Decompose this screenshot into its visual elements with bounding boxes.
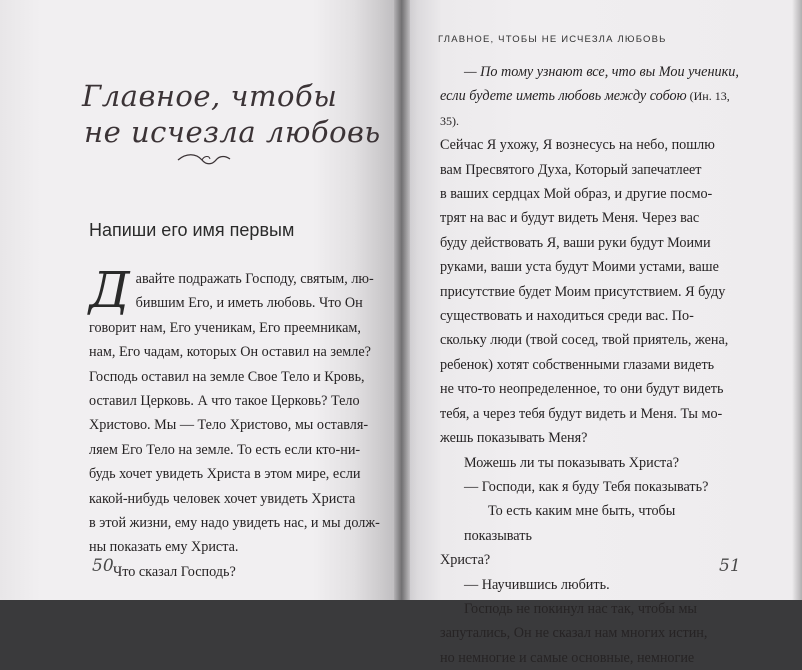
page-number-right: 51 [719,556,741,576]
right-line: тебя, а через тебя будут видеть и Меня. Ты мо- [440,405,723,422]
chapter-title-line-2: не исчезла любовь [84,115,381,149]
left-line: какой-нибудь человек хочет увидеть Христа [89,490,356,507]
right-line: скольку люди (твой сосед, твой приятель, жена, [440,332,729,349]
left-body-text [89,261,391,584]
left-line: в этой жизни, ему надо увидеть нас, и мы долж- [89,515,380,532]
right-paragraph-3: — Господи, как я буду Тебя показывать? [464,478,709,495]
left-line: нам, Его чадам, которых Он оставил на земле? [89,344,371,361]
quote-reference: (Ин. 13, 35). [440,89,730,128]
left-line: бившим Его, и иметь любовь. Что Он [135,295,363,312]
drop-cap: Д [89,261,130,319]
left-page [0,0,402,600]
chapter-title-line-1: Главное, чтобы [82,79,338,113]
right-body-text [440,60,740,670]
right-line: буду действовать Я, ваши руки будут Моими [440,234,711,251]
right-page [402,0,802,666]
left-line: ляем Его Тело на земле. То есть если кто-ни- [89,441,361,458]
right-line: трят на вас и будут видеть Меня. Через вас [440,210,700,227]
book-gutter-shadow [394,0,410,600]
left-paragraph-1 [89,261,391,560]
right-line: но немногие и самые основные, немногие [440,649,695,666]
quote-line-1: — По тому узнают все, что вы Мои ученики, [464,64,739,80]
right-line: руками, ваши уста будут Моими устами, ваше [440,259,719,276]
right-paragraph-4 [440,499,740,572]
right-line: существовать и находиться среди вас. По- [440,308,694,325]
right-line: вам Пресвятого Духа, Который запечатлеет [440,161,702,178]
quote-line-2-wrap [440,84,740,133]
left-line: Господь оставил на земле Свое Тело и Кровь, [89,368,365,385]
right-line: жешь показывать Меня? [440,430,588,447]
right-line: запутались, Он не сказал нам многих истин, [440,625,708,642]
right-line: ребенок) хотят собственными глазами видеть [440,356,715,373]
right-line: Господь не покинул нас так, чтобы мы [464,600,697,617]
right-line: в ваших сердцах Мой образ, и другие посмо- [440,186,713,203]
right-line: не что-то неопределенное, то они будут видеть [440,381,724,398]
left-line: говорит нам, Его ученикам, Его преемникам, [89,319,361,336]
left-line: авайте подражать Господу, святым, лю- [135,271,374,287]
left-line: оставил Церковь. А что такое Церковь? Тело [89,393,360,410]
right-line: присутствие будет Моим присутствием. Я буду [440,283,726,300]
quote-line-2: если будете иметь любовь между собою [440,88,687,105]
running-head: ГЛАВНОЕ, ЧТОБЫ НЕ ИСЧЕЗЛА ЛЮБОВЬ [438,34,667,45]
right-paragraph-2: Можешь ли ты показывать Христа? [464,454,680,471]
left-line: Христово. Мы — Тело Христово, мы оставля- [89,417,369,434]
right-paragraph-1 [440,133,740,450]
left-line: ны показать ему Христа. [89,539,239,556]
left-paragraph-2: Что сказал Господь? [113,563,236,580]
chapter-title [82,78,382,150]
right-line: То есть каким мне быть, чтобы показывать [464,503,676,544]
right-line: Христа? [440,552,491,569]
right-paragraph-6 [440,597,740,670]
right-paragraph-5: — Научившись любить. [464,576,610,593]
right-line: Сейчас Я ухожу, Я вознесусь на небо, пошлю [440,137,715,154]
page-number-left: 50 [92,556,114,576]
section-heading: Напиши его имя первым [89,220,295,240]
left-line: будь хочет увидеть Христа в этом мире, если [89,466,361,483]
title-flourish-ornament [176,151,232,169]
